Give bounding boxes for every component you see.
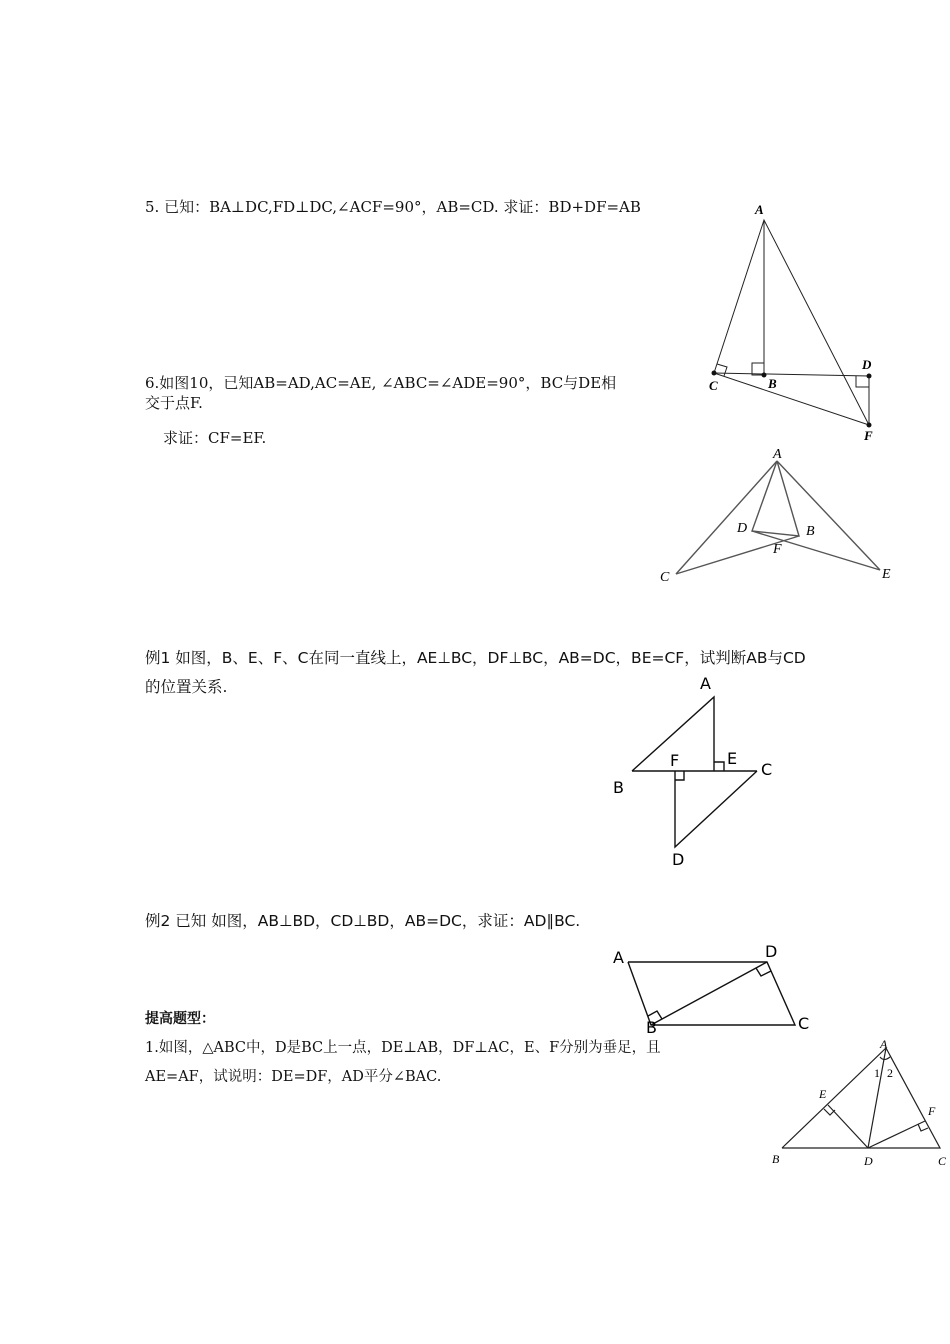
adv-label-f: F	[928, 1104, 936, 1118]
advanced-1-line1: 1.如图，△ABC中，D是BC上一点，DE⊥AB，DF⊥AC，E、F分别为垂足，且	[145, 1040, 661, 1056]
ex2-label-a: A	[613, 948, 624, 967]
ex1-label-b: B	[613, 778, 624, 797]
p5-label-a: A	[755, 202, 764, 217]
p6-label-f: F	[773, 542, 782, 557]
advanced-1-line2: AE=AF，试说明：DE=DF，AD平分∠BAC.	[145, 1069, 442, 1085]
adv-label-d: D	[864, 1154, 873, 1168]
adv-label-b: B	[772, 1152, 780, 1166]
adv-label-a: A	[880, 1037, 888, 1051]
example-1-line2: 的位置关系.	[145, 678, 228, 696]
problem-6-line1: 6.如图10，已知AB=AD,AC=AE, ∠ABC=∠ADE=90°，BC与DE相	[145, 374, 617, 392]
p6-label-d: D	[737, 521, 748, 536]
p6-label-b: B	[806, 524, 815, 539]
p6-label-e: E	[882, 567, 891, 582]
problem-6-line3: 求证：CF=EF.	[163, 429, 267, 447]
adv-label-e: E	[819, 1087, 827, 1101]
problem-6-line2: 交于点F.	[145, 394, 203, 412]
example-2-text: 例2 已知 如图，AB⊥BD，CD⊥BD，AB=DC，求证：AD∥BC.	[145, 912, 581, 930]
ex1-label-e: E	[727, 749, 738, 768]
advanced-heading: 提高题型：	[145, 1011, 215, 1027]
p5-label-c: C	[709, 378, 718, 393]
p5-label-d: D	[862, 357, 872, 372]
problem-5-text: 5. 已知：BA⊥DC,FD⊥DC,∠ACF=90°，AB=CD. 求证：BD+DF=AB	[145, 198, 641, 216]
ex2-label-d: D	[765, 942, 778, 961]
p5-label-b: B	[768, 376, 777, 391]
p5-label-f: F	[864, 428, 873, 443]
ex2-label-b: B	[646, 1018, 657, 1037]
p6-label-a: A	[773, 447, 782, 462]
example-1-line1: 例1 如图，B、E、F、C在同一直线上，AE⊥BC，DF⊥BC，AB=DC，BE=CF，试判断AB与CD	[145, 649, 806, 667]
adv-label-c: C	[938, 1154, 947, 1168]
ex1-label-c: C	[761, 760, 773, 779]
adv-label-angle-1: 1	[874, 1066, 880, 1080]
adv-label-angle-2: 2	[887, 1066, 893, 1080]
ex1-label-f: F	[670, 751, 680, 770]
ex1-label-d: D	[672, 850, 685, 869]
ex1-label-a: A	[700, 674, 711, 693]
p6-label-c: C	[660, 570, 670, 585]
ex2-label-c: C	[798, 1014, 810, 1033]
